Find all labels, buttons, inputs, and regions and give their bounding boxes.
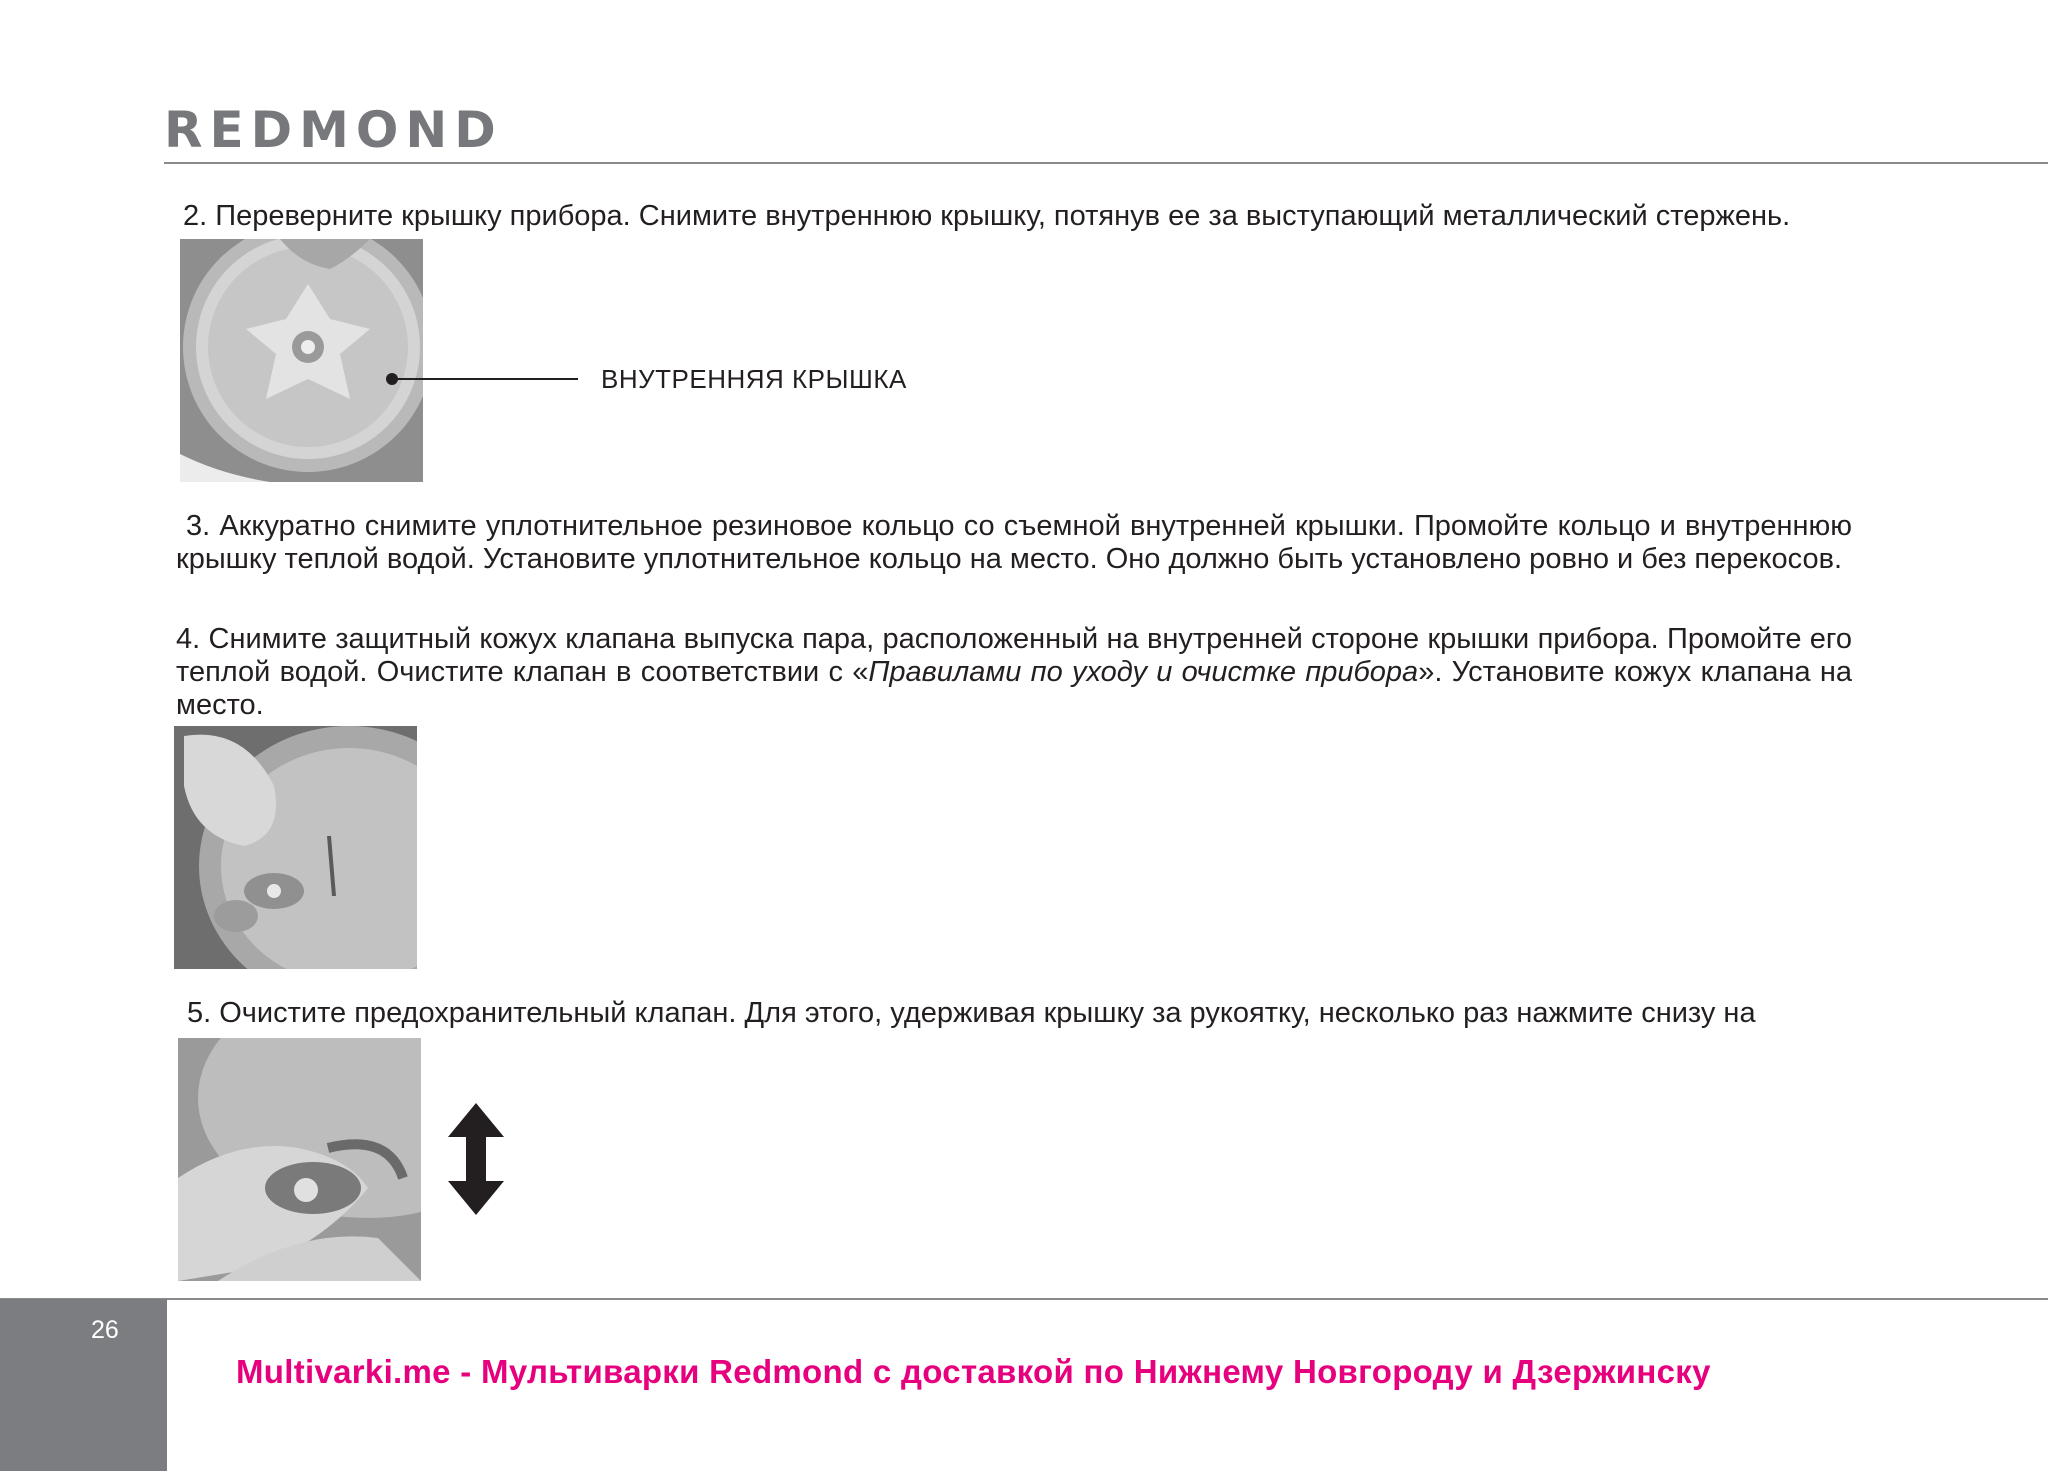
page-number-box xyxy=(0,1299,167,1471)
steam-valve-cover-photo xyxy=(174,726,417,969)
safety-valve-photo xyxy=(178,1038,421,1281)
step-4-text-italic: Правилами по уходу и очистке прибора xyxy=(868,656,1419,688)
header-divider xyxy=(164,162,2048,164)
up-down-arrow-icon xyxy=(448,1103,504,1215)
inner-lid-label: ВНУТРЕННЯЯ КРЫШКА xyxy=(601,364,907,394)
footer-banner: Multivarki.me - Мультиварки Redmond с доставкой по Нижнему Новгороду и Дзержинску xyxy=(236,1353,1711,1390)
step-5-text: 5. Очистите предохранительный клапан. Для этого, удерживая крышку за рукоятку, несколько раз нажмите снизу на xyxy=(187,997,1756,1029)
callout-leader-line xyxy=(392,378,578,380)
step-2-text: 2. Переверните крышку прибора. Снимите внутреннюю крышку, потянув ее за выступающий металлический стержень. xyxy=(183,200,1791,232)
step-3-text: 3. Аккуратно снимите уплотнительное резиновое кольцо со съемной внутренней крышки. Промойте кольцо и внутреннюю крышку теплой водой. Установите уплотнительное кольцо на место. Оно должно быть установлено ровно и без перекосов. xyxy=(176,510,1852,575)
inner-lid-photo xyxy=(180,239,423,482)
brand-logo: REDMOND xyxy=(164,101,503,159)
step-4-text-a: 4. Снимите защитный кожух клапана выпуска пара, расположенный на внутренней стороне крышки прибора. Промойте его теплой водой. Очистите клапан в соответствии с « xyxy=(176,623,1852,688)
footer-divider xyxy=(0,1298,2048,1300)
page-number: 26 xyxy=(91,1316,119,1344)
callout-leader-dot xyxy=(386,373,398,385)
step-4-text xyxy=(176,623,1852,722)
step-4-text-b: ». Установите кожух клапана на место. xyxy=(176,656,1852,721)
